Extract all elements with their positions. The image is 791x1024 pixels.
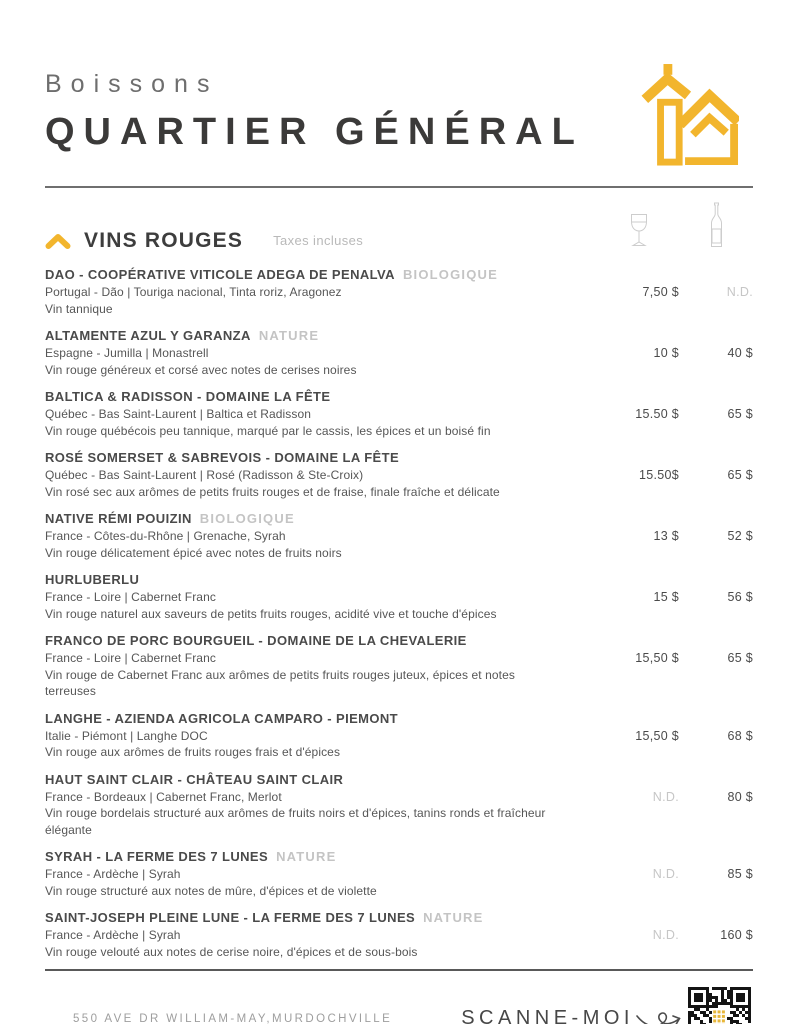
header-divider xyxy=(45,186,753,188)
wine-name: ALTAMENTE AZUL Y GARANZA xyxy=(45,328,251,343)
bottle-price: 65 $ xyxy=(727,407,753,421)
wine-description: Vin rosé sec aux arômes de petits fruits rouges et de fraise, finale fraîche et délicate xyxy=(45,484,500,499)
wine-row xyxy=(45,570,753,622)
bottle-price: 80 $ xyxy=(727,789,753,804)
wine-tag-badge: NATURE xyxy=(258,328,320,343)
glass-price: 10 $ xyxy=(653,346,679,360)
wine-origin: France - Bordeaux | Cabernet Franc, Merlot xyxy=(45,789,282,804)
wine-row xyxy=(45,908,753,960)
wine-row xyxy=(45,631,753,700)
scan-me-label: SCANNE-MOI xyxy=(461,1007,634,1024)
wine-row xyxy=(45,448,753,500)
wine-row xyxy=(45,326,753,378)
wine-row xyxy=(45,265,753,317)
section-title: VINS ROUGES xyxy=(84,229,244,252)
glass-price: 15.50$ xyxy=(638,468,679,482)
wine-origin: France - Loire | Cabernet Franc xyxy=(45,651,216,665)
wine-origin: Italie - Piémont | Langhe DOC xyxy=(45,728,208,743)
glass-price: N.D. xyxy=(652,928,679,942)
wine-description: Vin rouge généreux et corsé avec notes de cerises noires xyxy=(45,362,357,377)
wine-bottle-icon xyxy=(679,202,753,253)
wine-name: SYRAH - LA FERME DES 7 LUNES xyxy=(45,849,269,864)
wine-name: DAO - COOPÉRATIVE VITICOLE ADEGA DE PENALVA xyxy=(45,267,395,282)
section-header xyxy=(45,202,753,253)
wine-origin: France - Côtes-du-Rhône | Grenache, Syrah xyxy=(45,529,286,543)
wine-row xyxy=(45,770,753,839)
wine-tag-badge: NATURE xyxy=(276,849,337,864)
wine-description: Vin rouge québécois peu tannique, marqué par le cassis, les épices et un boisé fin xyxy=(45,423,491,438)
bottle-price: N.D. xyxy=(726,285,753,299)
wine-origin: Portugal - Dão | Touriga nacional, Tinta roriz, Aragonez xyxy=(45,285,342,299)
glass-price: N.D. xyxy=(652,789,679,804)
wine-origin: France - Loire | Cabernet Franc xyxy=(45,590,216,604)
glass-price: 15 $ xyxy=(653,590,679,604)
wine-tag-badge: NATURE xyxy=(423,910,484,925)
bottle-price: 85 $ xyxy=(727,867,753,881)
wine-description: Vin rouge structuré aux notes de mûre, d'épices et de violette xyxy=(45,883,377,898)
wine-row xyxy=(45,387,753,439)
bottle-price: 65 $ xyxy=(727,651,753,665)
footer xyxy=(45,969,753,1024)
wine-description: Vin rouge velouté aux notes de cerise noire, d'épices et de sous-bois xyxy=(45,944,418,959)
page-title: QUARTIER GÉNÉRAL xyxy=(45,111,584,153)
wine-row xyxy=(45,709,753,761)
bottle-price: 52 $ xyxy=(727,529,753,543)
menu-subtitle: Boissons xyxy=(45,70,219,98)
wine-name: HAUT SAINT CLAIR - CHÂTEAU SAINT CLAIR xyxy=(45,771,344,787)
bottle-price: 56 $ xyxy=(727,590,753,604)
wine-origin: Québec - Bas Saint-Laurent | Rosé (Radisson & Ste-Croix) xyxy=(45,468,364,482)
wine-description: Vin rouge bordelais structuré aux arômes de fruits noirs et d'épices, tanins ronds et fraîcheur élégante xyxy=(45,806,546,837)
taxes-note: Taxes incluses xyxy=(273,232,364,248)
wine-name: NATIVE RÉMI POUIZIN xyxy=(45,511,192,526)
wine-description: Vin rouge délicatement épicé avec notes de fruits noirs xyxy=(45,545,342,560)
header xyxy=(45,62,753,170)
wine-name: LANGHE - AZIENDA AGRICOLA CAMPARO - PIEMONT xyxy=(45,710,399,726)
wine-description: Vin rouge de Cabernet Franc aux arômes de petits fruits rouges juteux, épices et notes terreuses xyxy=(45,667,515,698)
qr-code xyxy=(688,987,751,1024)
restaurant-logo-icon xyxy=(637,62,739,170)
wine-origin: Québec - Bas Saint-Laurent | Baltica et Radisson xyxy=(45,407,312,421)
bottle-price: 160 $ xyxy=(720,928,753,942)
bottle-price: 40 $ xyxy=(727,346,753,360)
footer-address: 550 AVE DR WILLIAM-MAY,MURDOCHVILLE xyxy=(73,1012,393,1024)
wine-name: FRANCO DE PORC BOURGUEIL - DOMAINE DE LA CHEVALERIE xyxy=(45,633,467,648)
wine-description: Vin rouge naturel aux saveurs de petits fruits rouges, acidité vive et touche d'épices xyxy=(45,606,497,621)
wine-tag-badge: BIOLOGIQUE xyxy=(199,511,295,526)
wine-origin: Espagne - Jumilla | Monastrell xyxy=(45,346,209,360)
wine-origin: France - Ardèche | Syrah xyxy=(45,928,181,942)
glass-price: 13 $ xyxy=(653,529,679,543)
wine-name: BALTICA & RADISSON - DOMAINE LA FÊTE xyxy=(45,389,331,404)
bottle-price: 68 $ xyxy=(727,728,753,743)
bottle-price: 65 $ xyxy=(727,468,753,482)
wine-row xyxy=(45,847,753,899)
wine-description: Vin rouge aux arômes de fruits rouges frais et d'épices xyxy=(45,745,341,759)
glass-price: 15,50 $ xyxy=(635,728,679,743)
wine-origin: France - Ardèche | Syrah xyxy=(45,867,181,881)
wine-row xyxy=(45,509,753,561)
glass-price: 15,50 $ xyxy=(635,651,679,665)
wine-tag-badge: BIOLOGIQUE xyxy=(402,267,498,282)
wine-list xyxy=(45,265,753,969)
wine-glass-icon xyxy=(599,213,679,253)
glass-price: N.D. xyxy=(652,867,679,881)
chevron-up-icon xyxy=(45,233,71,250)
arrow-doodle-icon xyxy=(636,1004,682,1024)
glass-price: 7,50 $ xyxy=(642,285,679,299)
wine-name: ROSÉ SOMERSET & SABREVOIS - DOMAINE LA FÊTE xyxy=(45,450,400,465)
glass-price: 15.50 $ xyxy=(635,407,679,421)
wine-name: HURLUBERLU xyxy=(45,572,140,587)
wine-description: Vin tannique xyxy=(45,301,113,316)
wine-name: SAINT-JOSEPH PLEINE LUNE - LA FERME DES 7 LUNES xyxy=(45,910,416,925)
